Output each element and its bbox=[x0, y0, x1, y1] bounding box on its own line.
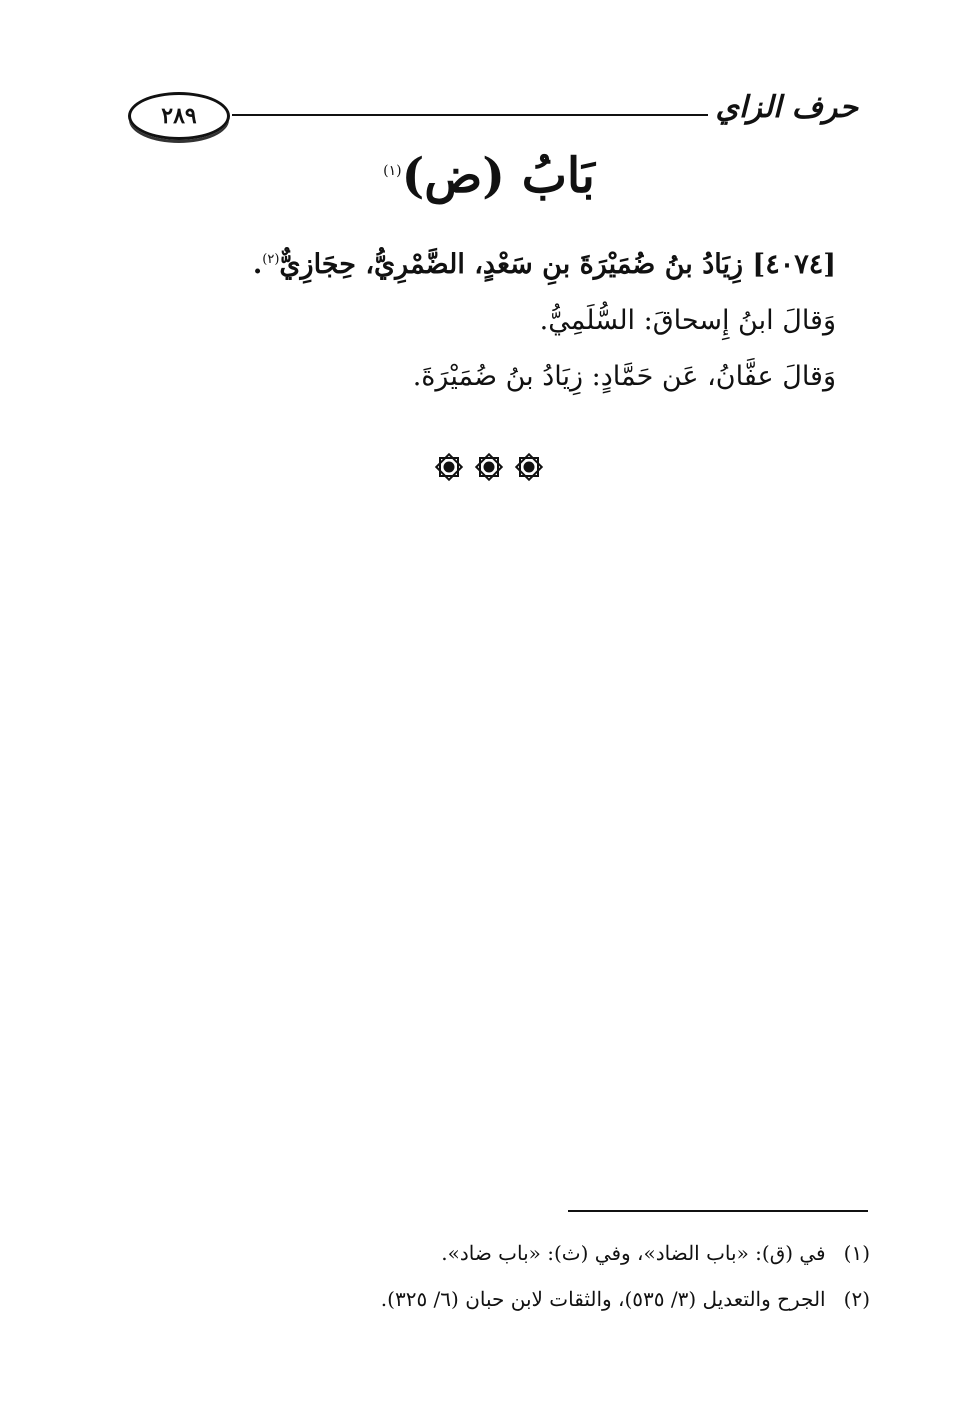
page-number-badge bbox=[128, 92, 230, 140]
header-rule bbox=[232, 114, 708, 116]
chapter-title: بَابُ (ض) bbox=[401, 148, 595, 204]
footnote-2 bbox=[110, 1276, 870, 1322]
body-line-ibn-ishaq: وَقالَ ابنُ إِسحاقَ: السُّلَمِيُّ. bbox=[539, 305, 836, 336]
entry-text: [٤٠٧٤] زِيَادُ بنُ ضُمَيْرَةَ بنِ سَعْدٍ، الضَّمْرِيُّ، حِجَازِيٌّ bbox=[279, 249, 836, 280]
ornament-icon bbox=[514, 452, 544, 482]
ornament-icon bbox=[474, 452, 504, 482]
ornament-icon bbox=[434, 452, 464, 482]
footnote-text: في (ق): «باب الضاد»، وفي (ث): «باب ضاد». bbox=[441, 1241, 826, 1265]
footnotes bbox=[110, 1230, 870, 1322]
page-header bbox=[128, 92, 858, 140]
running-head: حرف الزاي bbox=[715, 90, 858, 125]
footnote-rule bbox=[568, 1210, 868, 1212]
page-number: ٢٨٩ bbox=[161, 103, 197, 129]
entry-end: . bbox=[252, 249, 263, 280]
entry-body bbox=[136, 232, 836, 405]
body-line-affan: وَقالَ عفَّانُ، عَن حَمَّادٍ: زِيَادُ بنُ ضُمَيْرَةَ. bbox=[412, 361, 836, 392]
footnote-number: (١) bbox=[843, 1241, 870, 1265]
footnote-ref-2[interactable]: (٢) bbox=[262, 252, 280, 267]
entry-headline bbox=[136, 232, 836, 293]
footnote-1 bbox=[110, 1230, 870, 1276]
footnote-ref-1[interactable]: (١) bbox=[383, 163, 402, 179]
section-end-ornaments bbox=[0, 452, 978, 482]
footnote-text: الجرح والتعديل (٣/ ٥٣٥)، والثقات لابن حبان (٦/ ٣٢٥). bbox=[380, 1287, 826, 1311]
footnote-number: (٢) bbox=[843, 1287, 870, 1311]
chapter-heading bbox=[0, 148, 978, 206]
